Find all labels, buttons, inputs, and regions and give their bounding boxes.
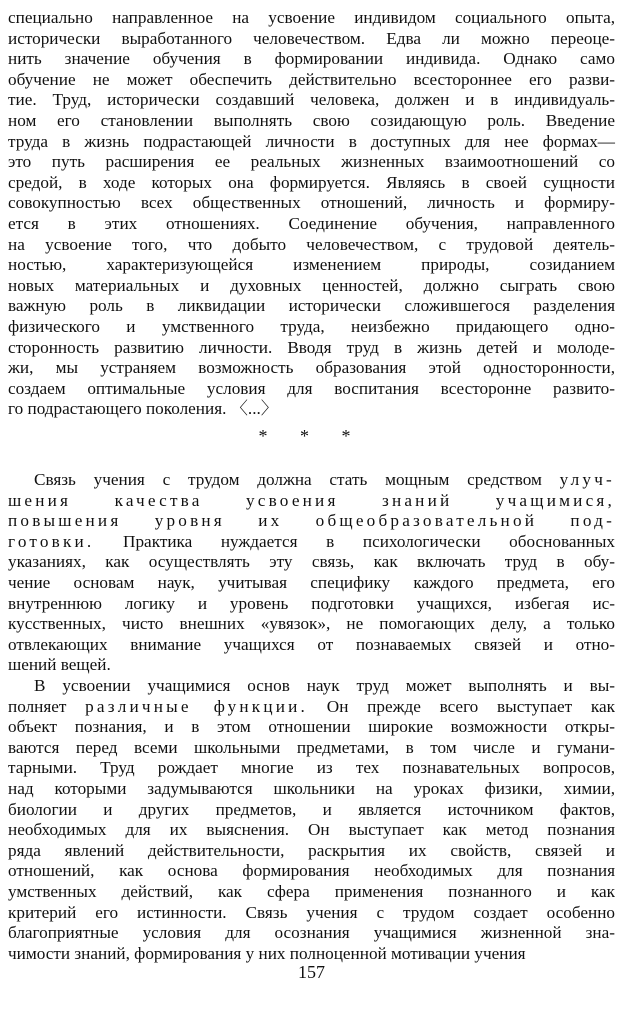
text-line: физического и умственного труда, неизбежно придающего одно- — [8, 316, 615, 336]
text-line: Связь учения с трудом должна стать мощным средством улуч- — [34, 470, 615, 489]
text-line: чимости знаний, формирования у них полноценной мотивации учения — [8, 943, 526, 963]
text-line: отношений, как основа формирования необходимых для познания — [8, 861, 615, 881]
text-line: обучение не может обеспечить действительно всестороннее его разви- — [8, 69, 615, 89]
text-line: объект познания, и в этом отношении широкие возможности откры- — [8, 717, 615, 737]
text-line: го подрастающего поколения. 〈...〉 — [8, 399, 278, 419]
text-line: труда в жизнь подрастающей личности в доступных для нее формах— — [8, 131, 615, 151]
text-line: создаем оптимальные условия для воспитания всесторонне развито- — [8, 378, 615, 398]
text-line: чение основам наук, учитывая специфику каждого предмета, его — [8, 572, 615, 592]
text-line: готовки. Практика нуждается в психологически обоснованных — [8, 531, 615, 551]
text-line: шения качества усвоения знаний учащимися, — [8, 490, 615, 510]
paragraph-functions — [8, 676, 615, 964]
text-line: внутреннюю логику и уровень подготовки учащихся, избегая ис- — [8, 593, 615, 613]
text-line: сторонность развитию личности. Вводя труд в жизнь детей и молоде- — [8, 337, 615, 357]
text-line: ряда явлений действительности, раскрытия их свойств, связей и — [8, 840, 615, 860]
text-line: ваются перед всеми школьными предметами, в том числе и гумани- — [8, 737, 615, 757]
text-line: биологии и других предметов, и является источником фактов, — [8, 799, 615, 819]
text-line: тие. Труд, исторически создавший человека, должен и в индивидуаль- — [8, 90, 615, 110]
paragraph-intro — [8, 8, 615, 420]
text-line: над которыми задумываются школьники на уроках физики, химии, — [8, 778, 615, 798]
text-line: необходимых для их выяснения. Он выступает как метод познания — [8, 820, 615, 840]
text-line: на усвоение того, что добыто человечеством, с трудовой деятель- — [8, 234, 615, 254]
page-number: 157 — [298, 962, 325, 982]
text-line: тарными. Труд рождает многие из тех познавательных вопросов, — [8, 758, 615, 778]
text-line: жи, мы устраняем возможность образования этой односторонности, — [8, 358, 615, 378]
text-line: совокупностью всех общественных отношений, личность и формиру- — [8, 193, 615, 213]
text-line: ном его становлении выполнять свою созидающую роль. Введение — [8, 110, 615, 130]
text-line: исторически выработанного человечеством. Едва ли можно переоце- — [8, 28, 615, 48]
text-line: критерий его истинности. Связь учения с трудом создает особенно — [8, 902, 615, 922]
text-line: новых материальных и духовных ценностей, должно сыграть свою — [8, 275, 615, 295]
text-line: В усвоении учащимися основ наук труд может выполнять и вы- — [34, 676, 615, 695]
text-line: это путь расширения ее реальных жизненных взаимоотношений со — [8, 152, 615, 172]
paragraph-labor-link — [8, 470, 615, 676]
text-line: полняет различные функции. Он прежде всего выступает как — [8, 696, 615, 716]
text-line: повышения уровня их общеобразовательной под- — [8, 511, 615, 531]
text-line: указаниях, как осуществлять эту связь, как включать труд в обу- — [8, 552, 615, 572]
text-line: специально направленное на усвоение индивидом социального опыта, — [8, 8, 615, 27]
text-line: отвлекающих внимание учащихся от познаваемых связей и отно- — [8, 634, 615, 654]
document-page — [8, 0, 615, 1027]
text-line: средой, в ходе которых она формируется. Являясь в своей сущности — [8, 172, 615, 192]
text-line: важную роль в ликвидации исторически сложившегося разделения — [8, 296, 615, 316]
text-line: кусственных, чисто внешних «увязок», не помогающих делу, а только — [8, 614, 615, 634]
text-line: шений вещей. — [8, 655, 111, 675]
text-line: нить значение обучения в формировании индивида. Однако само — [8, 49, 615, 69]
text-line: умственных действий, как сфера применения познанного и как — [8, 881, 615, 901]
text-line: благоприятные условия для осознания учащимися жизненной зна- — [8, 923, 615, 943]
section-separator: * * * — [258, 426, 365, 446]
text-line: ностью, характеризующейся изменением природы, созиданием — [8, 255, 615, 275]
text-line: ется в этих отношениях. Соединение обучения, направленного — [8, 213, 615, 233]
